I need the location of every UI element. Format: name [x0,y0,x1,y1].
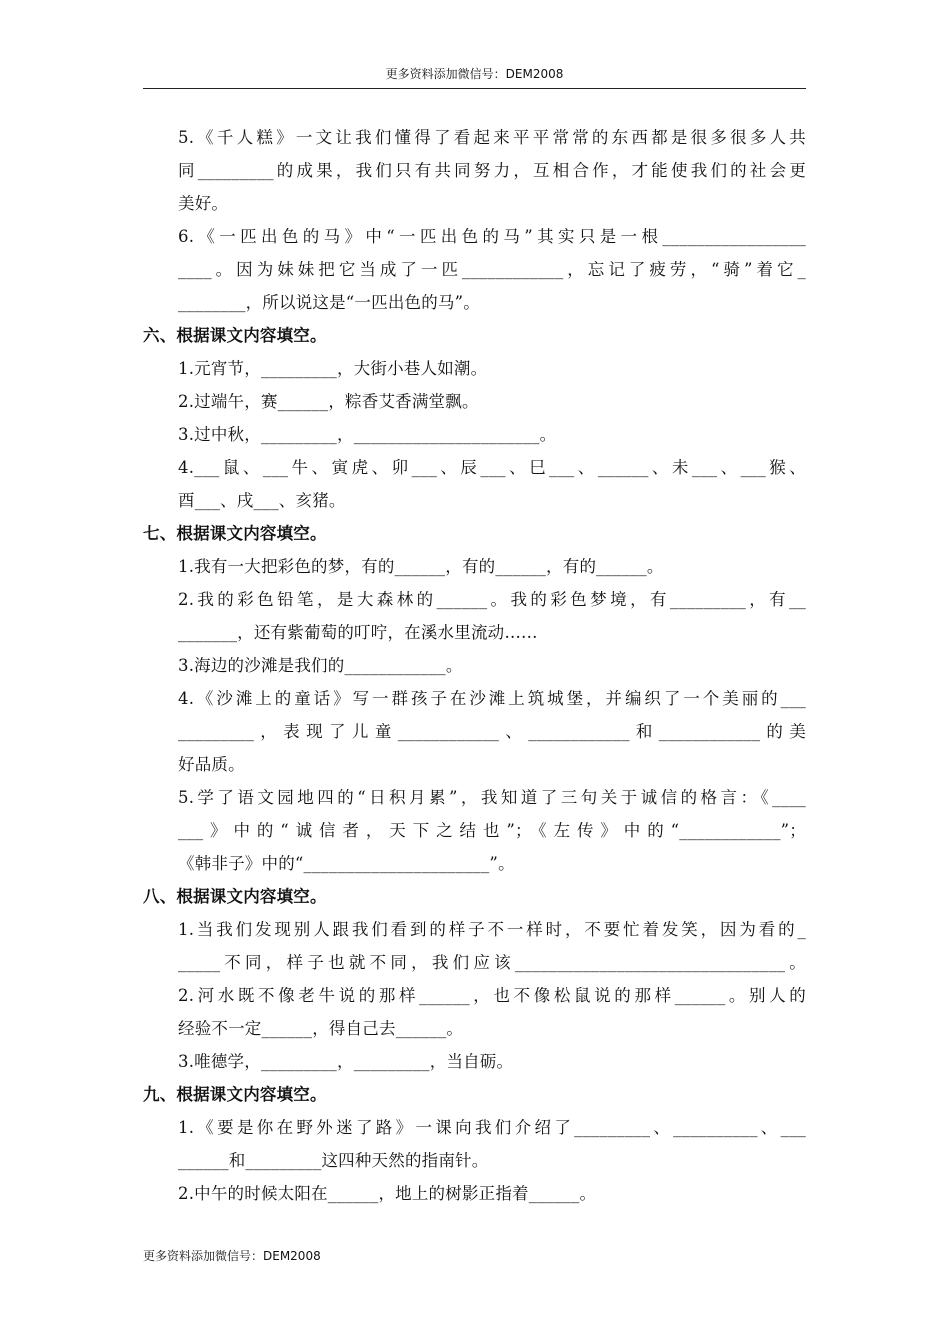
text-line: _____不同，样子也就不同，我们应该________________________________。 [178,953,806,972]
text-line: 1.元宵节，_________，大街小巷人如潮。 [178,359,488,378]
text-line: 2.过端午，赛______，粽香艾香满堂飘。 [178,392,479,411]
text-line: 美好。 [178,194,229,213]
text-line: 好品质。 [178,755,245,774]
text-line: 3.唯德学，_________，_________，当自砺。 [178,1052,514,1071]
page-header: 更多资料添加微信号：DEM2008 [143,62,806,89]
text-line: 3.海边的沙滩是我们的____________。 [178,656,463,675]
text-line: 经验不一定______，得自己去______。 [178,1019,464,1038]
text-line: 3.过中秋，_________，______________________。 [178,425,557,444]
text-line: ____。因为妹妹把它当成了一匹____________，忘记了疲劳，“骑”着它_ [178,260,806,279]
text-line: 同_________的成果，我们只有共同努力，互相合作，才能使我们的社会更 [178,161,806,180]
text-line: 2.河水既不像老牛说的那样______，也不像松鼠说的那样______。别人的 [178,986,806,1005]
section-heading-7: 七、根据课文内容填空。 [143,524,327,543]
text-line: 2.中午的时候太阳在______，地上的树影正指着______。 [178,1184,597,1203]
text-line: 4.___鼠、___牛、寅虎、卯___、辰___、巳___、______、未___、___猴、 [178,458,806,477]
text-line: _________，表现了儿童____________、____________和____________的美 [178,722,806,741]
text-line: ________，所以说这是“一匹出色的马”。 [178,293,480,312]
text-line: ___》中的“诚信者，天下之结也”；《左传》中的“____________”； [178,821,806,840]
text-line: 5.学了语文园地四的“日积月累”，我知道了三句关于诚信的格言：《____ [178,788,806,807]
text-line: 5.《千人糕》一文让我们懂得了看起来平平常常的东西都是很多很多人共 [178,128,806,147]
worksheet-body [143,121,806,1210]
section-heading-8: 八、根据课文内容填空。 [143,887,327,906]
text-line: 1.我有一大把彩色的梦，有的______，有的______，有的______。 [178,557,664,576]
text-line: 2.我的彩色铅笔，是大森林的______。我的彩色梦境，有_________，有__ [178,590,806,609]
section-heading-6: 六、根据课文内容填空。 [143,326,327,345]
text-line: 1.《要是你在野外迷了路》一课向我们介绍了_________、__________、___ [178,1118,806,1137]
text-line: 1.当我们发现别人跟我们看到的样子不一样时，不要忙着发笑，因为看的_ [178,920,806,939]
text-line: ______和_________这四种天然的指南针。 [178,1151,489,1170]
text-line: _______，还有紫葡萄的叮咛，在溪水里流动…… [178,623,538,642]
page-footer: 更多资料添加微信号：DEM2008 [143,1249,321,1263]
text-line: 酉___、戌___、亥猪。 [178,491,346,510]
section-heading-9: 九、根据课文内容填空。 [143,1085,327,1104]
text-line: 4.《沙滩上的童话》写一群孩子在沙滩上筑城堡，并编织了一个美丽的___ [178,689,806,708]
text-line: 6.《一匹出色的马》中“一匹出色的马”其实只是一根_________________ [178,227,806,246]
text-line: 《韩非子》中的“______________________”。 [178,854,515,873]
